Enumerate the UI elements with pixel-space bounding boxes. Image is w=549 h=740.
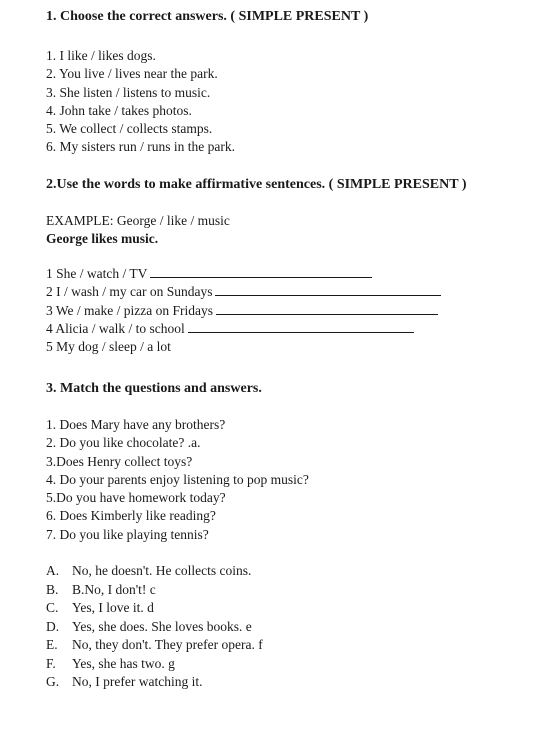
section-2-list — [46, 265, 539, 356]
list-item — [46, 338, 539, 356]
list-item — [46, 265, 539, 283]
answer-item — [46, 673, 539, 692]
question-item: 3.Does Henry collect toys? — [46, 453, 193, 469]
question-item: 4. Do your parents enjoy listening to pop music? — [46, 471, 309, 487]
answer-text: Yes, she has two. g — [72, 655, 175, 671]
answer-letter: G. — [46, 674, 60, 690]
answer-text: No, I prefer watching it. — [72, 674, 203, 690]
answer-item — [46, 655, 539, 674]
sentence-prompt: 2 I / wash / my car on Sundays — [46, 284, 213, 300]
question-item: 5.Do you have homework today? — [46, 490, 226, 506]
list-item: 5. We collect / collects stamps. — [46, 121, 213, 137]
answer-letter: A. — [46, 563, 60, 579]
answer-text: Yes, I love it. d — [72, 600, 154, 616]
answer-blank[interactable] — [216, 302, 438, 315]
answers-list — [46, 562, 539, 692]
answer-letter: C. — [46, 600, 59, 616]
section-1 — [46, 8, 539, 157]
sentence-prompt: 1 She / watch / TV — [46, 266, 148, 281]
list-item: 4. John take / takes photos. — [46, 102, 192, 118]
answer-item — [46, 599, 539, 618]
question-item: 6. Does Kimberly like reading? — [46, 508, 216, 524]
answer-text: Yes, she does. She loves books. e — [72, 618, 252, 634]
answer-blank[interactable] — [188, 320, 414, 333]
answer-letter: D. — [46, 618, 60, 634]
answer-item — [46, 636, 539, 655]
list-item — [46, 320, 539, 338]
list-item: 2. You live / lives near the park. — [46, 66, 218, 82]
list-item — [46, 302, 539, 320]
answer-text: B.No, I don't! c — [72, 581, 156, 597]
answer-item — [46, 562, 539, 581]
question-item: 1. Does Mary have any brothers? — [46, 417, 226, 432]
answer-letter: B. — [46, 581, 59, 597]
answer-blank[interactable] — [150, 265, 372, 278]
sentence-prompt: 5 My dog / sleep / a lot — [46, 339, 171, 355]
question-item: 7. Do you like playing tennis? — [46, 526, 209, 542]
answer-text: No, he doesn't. He collects coins. — [72, 563, 252, 579]
section-3-title: 3. Match the questions and answers. — [46, 381, 262, 396]
answer-item — [46, 618, 539, 637]
section-2 — [46, 176, 539, 356]
sentence-prompt: 3 We / make / pizza on Fridays — [46, 302, 213, 318]
questions-list — [46, 416, 539, 544]
answer-letter: F. — [46, 655, 56, 671]
sentence-prompt: 4 Alicia / walk / to school — [46, 320, 185, 336]
section-2-title: 2.Use the words to make affirmative sentences. ( SIMPLE PRESENT ) — [46, 177, 467, 192]
list-item: 1. I like / likes dogs. — [46, 48, 156, 63]
question-item: 2. Do you like chocolate? .a. — [46, 435, 201, 451]
answer-text: No, they don't. They prefer opera. f — [72, 637, 263, 653]
example-label: EXAMPLE: George / like / music — [46, 213, 230, 228]
section-3 — [46, 380, 539, 692]
section-1-list — [46, 47, 539, 157]
answer-letter: E. — [46, 637, 58, 653]
example-answer: George likes music. — [46, 231, 159, 246]
answer-item — [46, 581, 539, 600]
section-1-title: 1. Choose the correct answers. ( SIMPLE PRESENT ) — [46, 9, 369, 24]
list-item: 3. She listen / listens to music. — [46, 84, 211, 100]
list-item: 6. My sisters run / runs in the park. — [46, 139, 235, 155]
answer-blank[interactable] — [215, 283, 441, 296]
list-item — [46, 283, 539, 301]
